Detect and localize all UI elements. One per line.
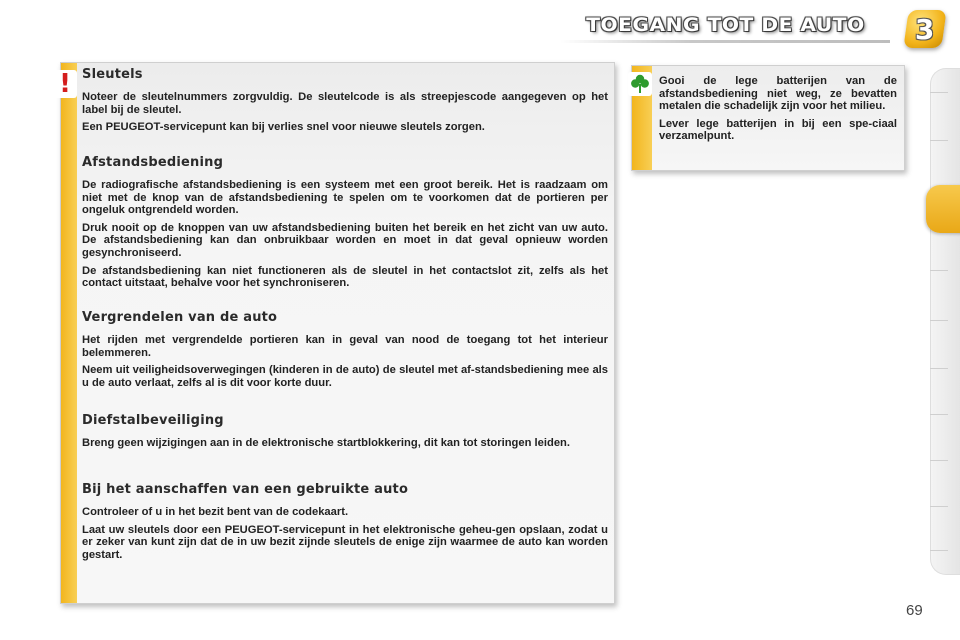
panel-accent-stripe bbox=[61, 63, 77, 603]
main-content bbox=[82, 67, 608, 566]
paragraph: Neem uit veiligheidsoverwegingen (kinderen in de auto) de sleutel met af-standsbediening mee als u de auto verlaat, zelfs al is dit voor korte duur. bbox=[82, 364, 608, 389]
section-title: Afstandsbediening bbox=[82, 155, 224, 170]
tab-separator bbox=[930, 460, 948, 461]
paragraph: De radiografische afstandsbediening is een systeem met een groot bereik. Het is raadzaam om niet met de knop van de afstandsbediening te spelen om te voorkomen dat de portieren per ongeluk ontgrendeld worden. bbox=[82, 179, 608, 217]
chapter-tab-rail bbox=[930, 68, 960, 575]
warning-badge bbox=[53, 70, 77, 98]
paragraph: Het rijden met vergrendelde portieren kan in geval van nood de toegang tot het interieur belemmeren. bbox=[82, 334, 608, 359]
paragraph: De afstandsbediening kan niet functioneren als de sleutel in het contactslot zit, zelfs als het contact uitstaat, behalve voor het synchroniseren. bbox=[82, 264, 608, 290]
page-number: 69 bbox=[906, 602, 923, 619]
tab-separator bbox=[930, 414, 948, 415]
clover-icon bbox=[628, 72, 652, 96]
page-title: TOEGANG TOT DE AUTO bbox=[586, 14, 865, 36]
paragraph: Gooi de lege batterijen van de afstandsbediening niet weg, ze bevatten metalen die schadelijk zijn voor het milieu. bbox=[659, 75, 897, 113]
section-title: Bij het aanschaffen van een gebruikte auto bbox=[82, 482, 409, 497]
exclamation-icon: ! bbox=[59, 69, 71, 99]
paragraph: Laat uw sleutels door een PEUGEOT-servicepunt in het elektronische geheu-gen opslaan, zodat u er zeker van kunt zijn dat de in uw bezit zijnde sleutels de enige zijn waarmee de auto kan worden gestart. bbox=[82, 523, 608, 561]
tab-separator bbox=[930, 506, 948, 507]
eco-note-text bbox=[659, 75, 897, 148]
section-vergrendelen bbox=[82, 310, 608, 413]
section-gebruikte-auto bbox=[82, 482, 608, 561]
chapter-tab-active[interactable] bbox=[926, 185, 960, 233]
paragraph: Druk nooit op de knoppen van uw afstandsbediening buiten het bereik en het zicht van uw auto. De afstandsbediening kan dan onbruikbaar worden en moet in dat geval opnieuw worden gesynchroniseerd. bbox=[82, 221, 608, 259]
tab-separator bbox=[930, 368, 948, 369]
chapter-badge bbox=[903, 10, 946, 48]
section-title: Diefstalbeveiliging bbox=[82, 413, 224, 428]
section-diefstalbeveiliging bbox=[82, 413, 608, 482]
tab-separator bbox=[930, 140, 948, 141]
section-afstandsbediening bbox=[82, 155, 608, 310]
section-sleutels bbox=[82, 67, 608, 155]
paragraph: Lever lege batterijen in bij een spe-ciaal verzamelpunt. bbox=[659, 117, 897, 143]
section-title: Vergrendelen van de auto bbox=[82, 310, 278, 325]
chapter-number: 3 bbox=[915, 12, 935, 46]
paragraph: Controleer of u in het bezit bent van de codekaart. bbox=[82, 506, 349, 518]
tab-separator bbox=[930, 270, 948, 271]
tab-separator bbox=[930, 550, 948, 551]
tab-separator bbox=[930, 92, 948, 93]
paragraph: Breng geen wijzigingen aan in de elektronische startblokkering, dit kan tot storingen leiden. bbox=[82, 437, 570, 449]
section-title: Sleutels bbox=[82, 67, 143, 82]
header-rule bbox=[560, 40, 890, 43]
paragraph: Een PEUGEOT-servicepunt kan bij verlies snel voor nieuwe sleutels zorgen. bbox=[82, 121, 485, 134]
paragraph: Noteer de sleutelnummers zorgvuldig. De sleutelcode is als streepjescode aangegeven op het label bij de sleutel. bbox=[82, 91, 608, 116]
tab-separator bbox=[930, 320, 948, 321]
